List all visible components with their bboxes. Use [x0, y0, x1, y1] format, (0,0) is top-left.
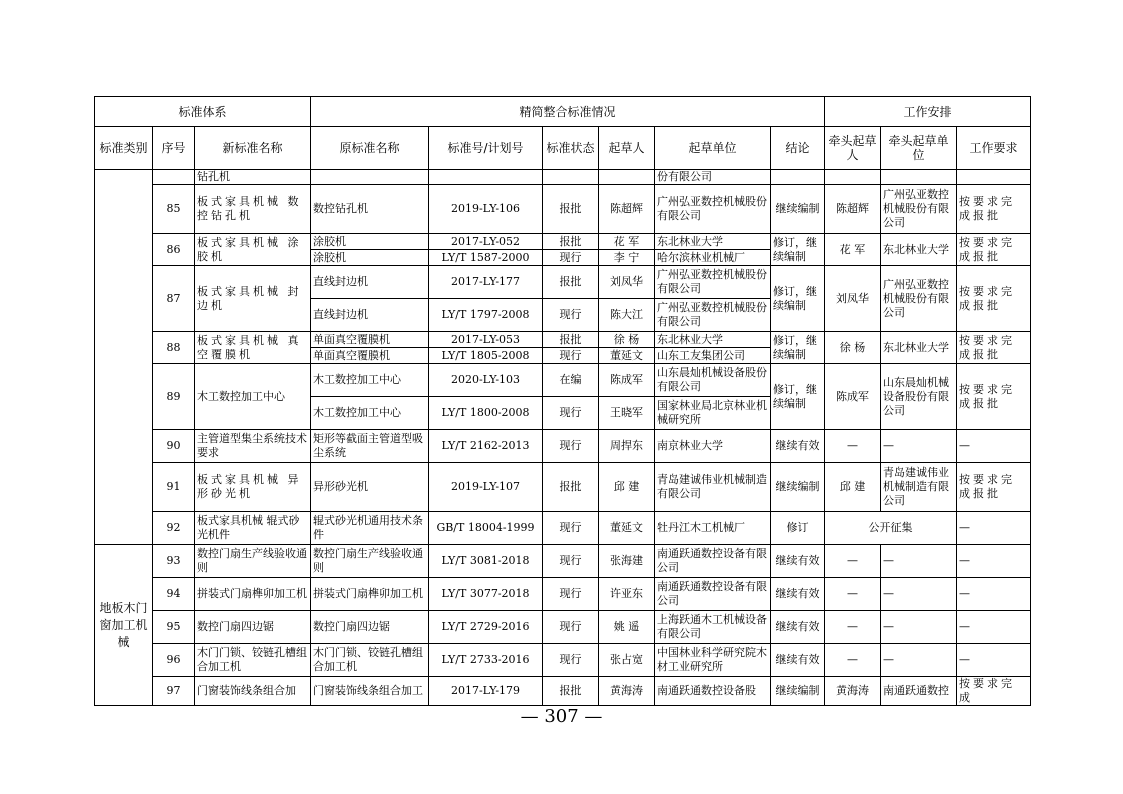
- table-row: [95, 463, 1031, 512]
- requirement-cell: 按要求完成报批: [957, 463, 1031, 512]
- requirement-cell: 按要求完成: [957, 677, 1031, 706]
- table-row: [95, 266, 1031, 299]
- drafter-cell: [599, 170, 655, 185]
- status-cell: 报批: [543, 463, 599, 512]
- status-cell: 现行: [543, 611, 599, 644]
- table-row: [95, 644, 1031, 677]
- new-name-cell: 拼装式门扇榫卯加工机: [195, 578, 311, 611]
- drafter-cell: 陈大江: [599, 299, 655, 332]
- drafter-cell: 董延文: [599, 348, 655, 364]
- status-cell: 现行: [543, 430, 599, 463]
- conclusion-cell: 修订，继续编制: [771, 364, 825, 430]
- code-cell: 2017-LY-177: [429, 266, 543, 299]
- lead-cell: 徐 杨: [825, 332, 881, 364]
- col-lead-drafter: 牵头起草人: [825, 127, 881, 170]
- conclusion-cell: 继续有效: [771, 644, 825, 677]
- lead-unit-cell: 广州弘亚数控机械股份有限公司: [881, 266, 957, 332]
- no-cell: 90: [153, 430, 195, 463]
- unit-cell: 广州弘亚数控机械股份有限公司: [655, 299, 771, 332]
- new-name-cell: 主管道型集尘系统技术要求: [195, 430, 311, 463]
- drafter-cell: 姚 遥: [599, 611, 655, 644]
- new-name-cell: 板式家具机械 异形砂光机: [195, 463, 311, 512]
- no-cell: 88: [153, 332, 195, 364]
- unit-cell: 份有限公司: [655, 170, 771, 185]
- requirement-cell: —: [957, 512, 1031, 545]
- table-row: [95, 512, 1031, 545]
- code-cell: LY/T 3081-2018: [429, 545, 543, 578]
- lead-cell: —: [825, 545, 881, 578]
- conclusion-cell: 继续有效: [771, 611, 825, 644]
- lead-unit-cell: —: [881, 430, 957, 463]
- lead-cell: 陈成军: [825, 364, 881, 430]
- col-status: 标准状态: [543, 127, 599, 170]
- lead-unit-cell: 东北林业大学: [881, 234, 957, 266]
- new-name-cell: 木工数控加工中心: [195, 364, 311, 430]
- lead-unit-cell: 青岛建诚伟业机械制造有限公司: [881, 463, 957, 512]
- lead-cell: 刘凤华: [825, 266, 881, 332]
- orig-name-cell: [311, 170, 429, 185]
- status-cell: 现行: [543, 250, 599, 266]
- orig-name-cell: 直线封边机: [311, 299, 429, 332]
- no-cell: 91: [153, 463, 195, 512]
- unit-cell: 南通跃通数控设备有限公司: [655, 545, 771, 578]
- requirement-cell: 按要求完成报批: [957, 266, 1031, 332]
- unit-cell: 青岛建诚伟业机械制造有限公司: [655, 463, 771, 512]
- lead-unit-cell: [881, 170, 957, 185]
- new-name-cell: 钻孔机: [195, 170, 311, 185]
- unit-cell: 南通跃通数控设备有限公司: [655, 578, 771, 611]
- page-number: — 307 —: [520, 706, 603, 727]
- code-cell: LY/T 3077-2018: [429, 578, 543, 611]
- conclusion-cell: 继续有效: [771, 545, 825, 578]
- lead-cell: —: [825, 611, 881, 644]
- conclusion-cell: 继续编制: [771, 463, 825, 512]
- table-row: [95, 545, 1031, 578]
- col-category: 标准类别: [95, 127, 153, 170]
- requirement-cell: —: [957, 578, 1031, 611]
- group-standard-system: 标准体系: [95, 97, 311, 127]
- status-cell: 现行: [543, 545, 599, 578]
- unit-cell: 山东晨灿机械设备股份有限公司: [655, 364, 771, 397]
- unit-cell: 广州弘亚数控机械股份有限公司: [655, 185, 771, 234]
- lead-unit-cell: —: [881, 578, 957, 611]
- new-name-cell: 木门门锁、铰链孔槽组合加工机: [195, 644, 311, 677]
- status-cell: 报批: [543, 266, 599, 299]
- status-cell: 在编: [543, 364, 599, 397]
- new-name-cell: 板式家具机械 辊式砂光机件: [195, 512, 311, 545]
- lead-unit-cell: 广州弘亚数控机械股份有限公司: [881, 185, 957, 234]
- drafter-cell: 徐 杨: [599, 332, 655, 348]
- status-cell: 现行: [543, 512, 599, 545]
- col-lead-unit: 牵头起草单位: [881, 127, 957, 170]
- new-name-cell: 板式家具机械 封边机: [195, 266, 311, 332]
- orig-name-cell: 矩形等截面主管道型吸尘系统: [311, 430, 429, 463]
- drafter-cell: 王晓军: [599, 397, 655, 430]
- code-cell: LY/T 1587-2000: [429, 250, 543, 266]
- new-name-cell: 板式家具机械 真空覆膜机: [195, 332, 311, 364]
- status-cell: 现行: [543, 397, 599, 430]
- unit-cell: 东北林业大学: [655, 234, 771, 250]
- requirement-cell: —: [957, 430, 1031, 463]
- unit-cell: 东北林业大学: [655, 332, 771, 348]
- lead-cell: —: [825, 430, 881, 463]
- orig-name-cell: 木工数控加工中心: [311, 364, 429, 397]
- col-conclusion: 结论: [771, 127, 825, 170]
- orig-name-cell: 涂胶机: [311, 250, 429, 266]
- no-cell: 87: [153, 266, 195, 332]
- unit-cell: 广州弘亚数控机械股份有限公司: [655, 266, 771, 299]
- conclusion-cell: [771, 170, 825, 185]
- category-cell: [95, 170, 153, 545]
- status-cell: 现行: [543, 644, 599, 677]
- orig-name-cell: 门窗装饰线条组合加工: [311, 677, 429, 706]
- drafter-cell: 许亚东: [599, 578, 655, 611]
- lead-cell: [825, 170, 881, 185]
- orig-name-cell: 直线封边机: [311, 266, 429, 299]
- table-row: [95, 234, 1031, 250]
- code-cell: GB/T 18004-1999: [429, 512, 543, 545]
- lead-cell: 公开征集: [825, 512, 957, 545]
- header-column-row: [95, 127, 1031, 170]
- lead-unit-cell: —: [881, 611, 957, 644]
- lead-unit-cell: —: [881, 644, 957, 677]
- status-cell: 现行: [543, 578, 599, 611]
- lead-unit-cell: 山东晨灿机械设备股份有限公司: [881, 364, 957, 430]
- header-group-row: [95, 97, 1031, 127]
- requirement-cell: [957, 170, 1031, 185]
- lead-cell: 黄海涛: [825, 677, 881, 706]
- requirement-cell: —: [957, 611, 1031, 644]
- status-cell: [543, 170, 599, 185]
- code-cell: 2019-LY-106: [429, 185, 543, 234]
- no-cell: 92: [153, 512, 195, 545]
- unit-cell: 南京林业大学: [655, 430, 771, 463]
- no-cell: 89: [153, 364, 195, 430]
- drafter-cell: 陈成军: [599, 364, 655, 397]
- group-work-arrangement: 工作安排: [825, 97, 1031, 127]
- orig-name-cell: 数控门扇四边锯: [311, 611, 429, 644]
- unit-cell: 国家林业局北京林业机械研究所: [655, 397, 771, 430]
- new-name-cell: 数控门扇生产线验收通则: [195, 545, 311, 578]
- drafter-cell: 陈超辉: [599, 185, 655, 234]
- no-cell: 93: [153, 545, 195, 578]
- no-cell: 86: [153, 234, 195, 266]
- code-cell: LY/T 1797-2008: [429, 299, 543, 332]
- unit-cell: 哈尔滨林业机械厂: [655, 250, 771, 266]
- table-row: [95, 170, 1031, 185]
- code-cell: 2017-LY-179: [429, 677, 543, 706]
- no-cell: 85: [153, 185, 195, 234]
- new-name-cell: 数控门扇四边锯: [195, 611, 311, 644]
- conclusion-cell: 继续编制: [771, 185, 825, 234]
- table-row: [95, 611, 1031, 644]
- orig-name-cell: 数控钻孔机: [311, 185, 429, 234]
- code-cell: 2020-LY-103: [429, 364, 543, 397]
- lead-unit-cell: 东北林业大学: [881, 332, 957, 364]
- no-cell: [153, 170, 195, 185]
- conclusion-cell: 继续有效: [771, 430, 825, 463]
- code-cell: LY/T 2729-2016: [429, 611, 543, 644]
- conclusion-cell: 修订，继续编制: [771, 266, 825, 332]
- no-cell: 95: [153, 611, 195, 644]
- code-cell: [429, 170, 543, 185]
- orig-name-cell: 单面真空覆膜机: [311, 332, 429, 348]
- col-code: 标准号/计划号: [429, 127, 543, 170]
- requirement-cell: 按要求完成报批: [957, 332, 1031, 364]
- lead-cell: —: [825, 644, 881, 677]
- col-unit: 起草单位: [655, 127, 771, 170]
- code-cell: LY/T 1800-2008: [429, 397, 543, 430]
- code-cell: 2017-LY-052: [429, 234, 543, 250]
- no-cell: 94: [153, 578, 195, 611]
- code-cell: 2017-LY-053: [429, 332, 543, 348]
- no-cell: 97: [153, 677, 195, 706]
- orig-name-cell: 辊式砂光机通用技术条件: [311, 512, 429, 545]
- category-cell: 地板木门窗加工机械: [95, 545, 153, 706]
- table-row: [95, 430, 1031, 463]
- unit-cell: 牡丹江木工机械厂: [655, 512, 771, 545]
- requirement-cell: 按要求完成报批: [957, 234, 1031, 266]
- drafter-cell: 张海建: [599, 545, 655, 578]
- status-cell: 现行: [543, 348, 599, 364]
- unit-cell: 上海跃通木工机械设备有限公司: [655, 611, 771, 644]
- drafter-cell: 张占宽: [599, 644, 655, 677]
- group-simplified-integration: 精简整合标准情况: [311, 97, 825, 127]
- new-name-cell: 门窗装饰线条组合加: [195, 677, 311, 706]
- orig-name-cell: 单面真空覆膜机: [311, 348, 429, 364]
- col-requirement: 工作要求: [957, 127, 1031, 170]
- requirement-cell: 按要求完成报批: [957, 185, 1031, 234]
- drafter-cell: 刘凤华: [599, 266, 655, 299]
- col-no: 序号: [153, 127, 195, 170]
- orig-name-cell: 木门门锁、铰链孔槽组合加工机: [311, 644, 429, 677]
- conclusion-cell: 修订，继续编制: [771, 332, 825, 364]
- orig-name-cell: 木工数控加工中心: [311, 397, 429, 430]
- unit-cell: 南通跃通数控设备股: [655, 677, 771, 706]
- conclusion-cell: 继续编制: [771, 677, 825, 706]
- code-cell: LY/T 1805-2008: [429, 348, 543, 364]
- table-row: [95, 332, 1031, 348]
- lead-cell: 陈超辉: [825, 185, 881, 234]
- status-cell: 报批: [543, 185, 599, 234]
- new-name-cell: 板式家具机械 涂胶机: [195, 234, 311, 266]
- no-cell: 96: [153, 644, 195, 677]
- conclusion-cell: 继续有效: [771, 578, 825, 611]
- status-cell: 报批: [543, 332, 599, 348]
- conclusion-cell: 修订: [771, 512, 825, 545]
- drafter-cell: 周捍东: [599, 430, 655, 463]
- code-cell: LY/T 2733-2016: [429, 644, 543, 677]
- status-cell: 报批: [543, 677, 599, 706]
- lead-unit-cell: 南通跃通数控: [881, 677, 957, 706]
- col-orig-name: 原标准名称: [311, 127, 429, 170]
- lead-unit-cell: —: [881, 545, 957, 578]
- orig-name-cell: 异形砂光机: [311, 463, 429, 512]
- status-cell: 现行: [543, 299, 599, 332]
- col-new-name: 新标准名称: [195, 127, 311, 170]
- lead-cell: 花 军: [825, 234, 881, 266]
- table-row: [95, 185, 1031, 234]
- table-row: [95, 578, 1031, 611]
- orig-name-cell: 涂胶机: [311, 234, 429, 250]
- status-cell: 报批: [543, 234, 599, 250]
- drafter-cell: 李 宁: [599, 250, 655, 266]
- requirement-cell: 按要求完成报批: [957, 364, 1031, 430]
- code-cell: LY/T 2162-2013: [429, 430, 543, 463]
- lead-cell: 邱 建: [825, 463, 881, 512]
- lead-cell: —: [825, 578, 881, 611]
- drafter-cell: 邱 建: [599, 463, 655, 512]
- drafter-cell: 董延文: [599, 512, 655, 545]
- orig-name-cell: 拼装式门扇榫卯加工机: [311, 578, 429, 611]
- unit-cell: 山东工友集团公司: [655, 348, 771, 364]
- drafter-cell: 花 军: [599, 234, 655, 250]
- unit-cell: 中国林业科学研究院木材工业研究所: [655, 644, 771, 677]
- new-name-cell: 板式家具机械 数控钻孔机: [195, 185, 311, 234]
- code-cell: 2019-LY-107: [429, 463, 543, 512]
- col-drafter: 起草人: [599, 127, 655, 170]
- orig-name-cell: 数控门扇生产线验收通则: [311, 545, 429, 578]
- table-row: [95, 677, 1031, 706]
- requirement-cell: —: [957, 545, 1031, 578]
- standards-table: [94, 96, 1031, 706]
- table-row: [95, 364, 1031, 397]
- conclusion-cell: 修订，继续编制: [771, 234, 825, 266]
- requirement-cell: —: [957, 644, 1031, 677]
- drafter-cell: 黄海涛: [599, 677, 655, 706]
